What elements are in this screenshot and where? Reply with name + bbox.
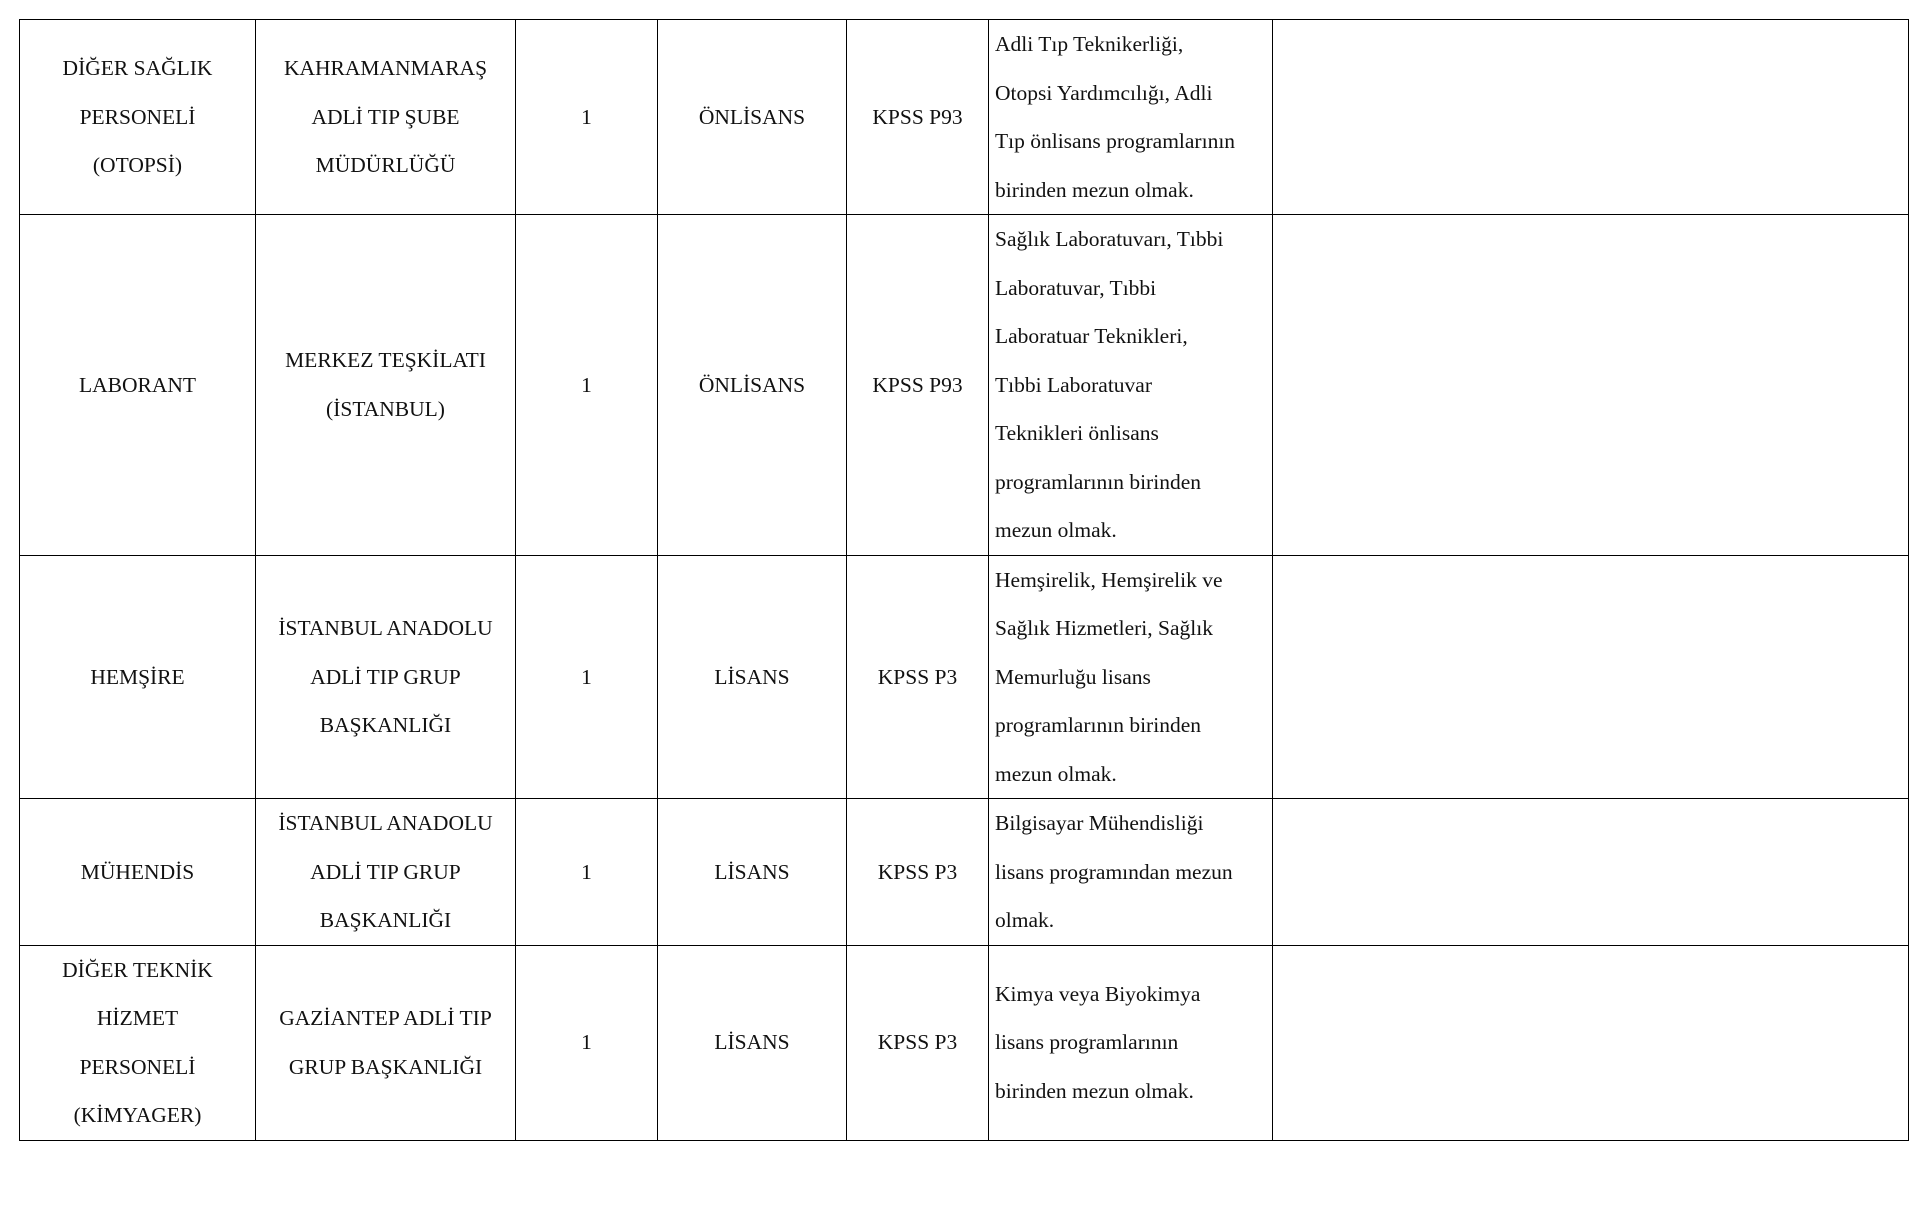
kpss-score-type: KPSS P93 (847, 20, 989, 215)
position-count: 1 (516, 555, 658, 799)
position-unit: İSTANBUL ANADOLU ADLİ TIP GRUP BAŞKANLIĞI (256, 555, 516, 799)
education-level: LİSANS (658, 799, 847, 946)
qualification-text: Adli Tıp Teknikerliği, Otopsi Yardımcılığı, Adli Tıp önlisans programlarının birinden mezun olmak. (989, 20, 1273, 215)
table-row (20, 215, 1909, 556)
position-count: 1 (516, 945, 658, 1140)
qualification-text: Sağlık Laboratuvarı, Tıbbi Laboratuvar, Tıbbi Laboratuar Teknikleri, Tıbbi Laboratuvar Teknikleri önlisans programlarının birinden mezun olmak. (989, 215, 1273, 556)
position-unit: GAZİANTEP ADLİ TIP GRUP BAŞKANLIĞI (256, 945, 516, 1140)
qualification-text: Bilgisayar Mühendisliği lisans programından mezun olmak. (989, 799, 1273, 946)
education-level: LİSANS (658, 555, 847, 799)
note-cell (1273, 799, 1909, 946)
qualification-text: Hemşirelik, Hemşirelik ve Sağlık Hizmetleri, Sağlık Memurluğu lisans programlarının birinden mezun olmak. (989, 555, 1273, 799)
position-count: 1 (516, 799, 658, 946)
table-row (20, 799, 1909, 946)
kpss-score-type: KPSS P3 (847, 799, 989, 946)
kpss-score-type: KPSS P3 (847, 945, 989, 1140)
position-unit: MERKEZ TEŞKİLATI (İSTANBUL) (256, 215, 516, 556)
note-cell (1273, 555, 1909, 799)
table-row (20, 555, 1909, 799)
position-title: DİĞER TEKNİK HİZMET PERSONELİ (KİMYAGER) (20, 945, 256, 1140)
position-table (19, 19, 1909, 1141)
education-level: ÖNLİSANS (658, 20, 847, 215)
position-unit: KAHRAMANMARAŞ ADLİ TIP ŞUBE MÜDÜRLÜĞÜ (256, 20, 516, 215)
position-count: 1 (516, 20, 658, 215)
position-title: DİĞER SAĞLIK PERSONELİ (OTOPSİ) (20, 20, 256, 215)
qualification-text: Kimya veya Biyokimya lisans programlarının birinden mezun olmak. (989, 945, 1273, 1140)
note-cell (1273, 945, 1909, 1140)
position-title: MÜHENDİS (20, 799, 256, 946)
table-row (20, 20, 1909, 215)
position-title: HEMŞİRE (20, 555, 256, 799)
note-cell (1273, 215, 1909, 556)
table-row (20, 945, 1909, 1140)
position-title: LABORANT (20, 215, 256, 556)
kpss-score-type: KPSS P3 (847, 555, 989, 799)
kpss-score-type: KPSS P93 (847, 215, 989, 556)
position-count: 1 (516, 215, 658, 556)
note-cell (1273, 20, 1909, 215)
education-level: ÖNLİSANS (658, 215, 847, 556)
position-unit: İSTANBUL ANADOLU ADLİ TIP GRUP BAŞKANLIĞI (256, 799, 516, 946)
education-level: LİSANS (658, 945, 847, 1140)
